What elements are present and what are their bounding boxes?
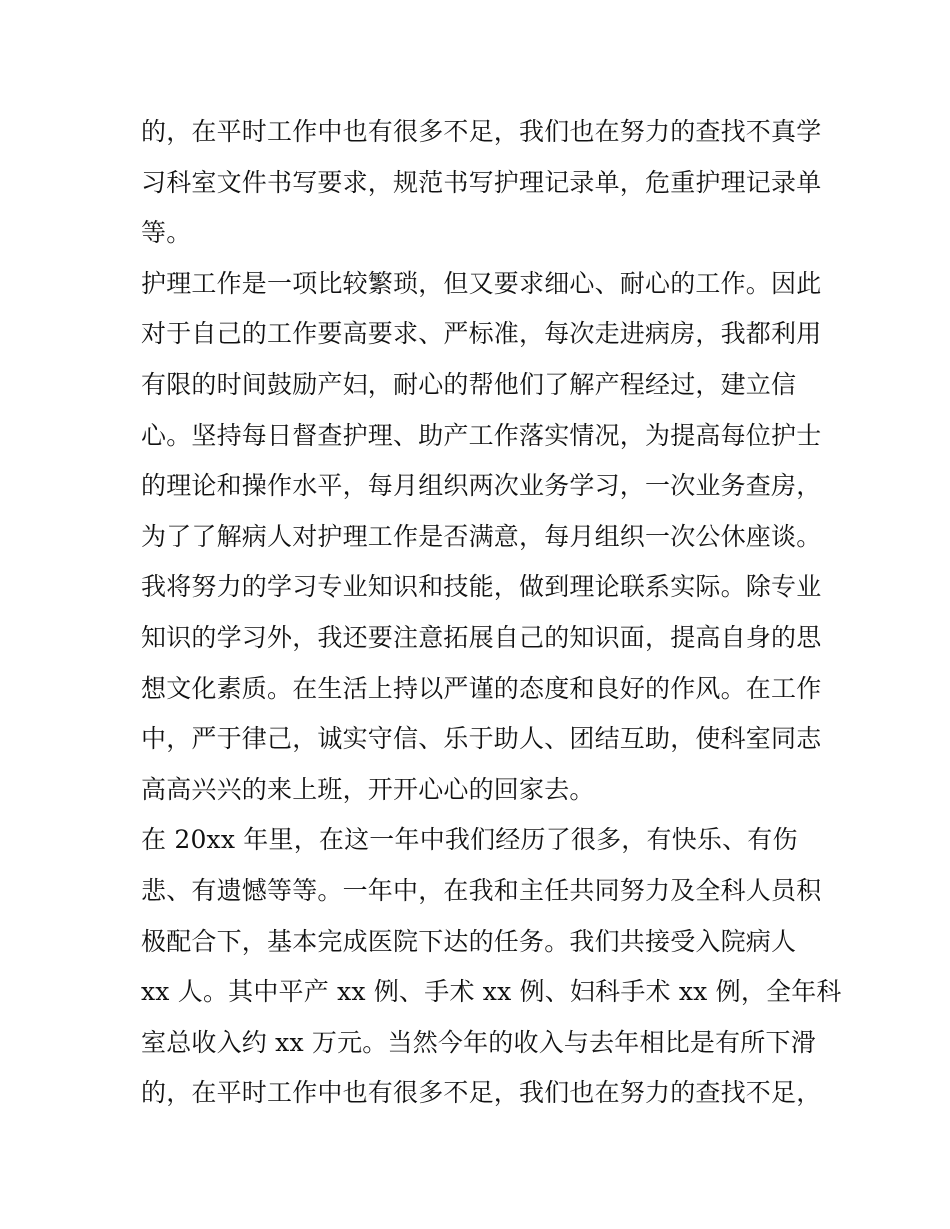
text-line: 有限的时间鼓励产妇，耐心的帮他们了解产程经过，建立信 (141, 369, 797, 399)
text-line: 的，在平时工作中也有很多不足，我们也在努力的查找不足， (141, 1078, 822, 1108)
text-line: 我将努力的学习专业知识和技能，做到理论联系实际。除专业 (141, 572, 822, 602)
text-line: 高高兴兴的来上班，开开心心的回家去。 (141, 774, 595, 804)
text-line: 的，在平时工作中也有很多不足，我们也在努力的查找不真学 (141, 117, 822, 146)
text-line: 为了了解病人对护理工作是否满意，每月组织一次公休座谈。 (141, 521, 822, 551)
text-line: 对于自己的工作要高要求、严标准，每次走进病房，我都利用 (141, 319, 822, 349)
text-line: xx 人。其中平产 xx 例、手术 xx 例、妇科手术 xx 例，全年科 (141, 977, 842, 1007)
document-body (141, 107, 842, 1119)
text-line: 极配合下，基本完成医院下达的任务。我们共接受入院病人 (141, 926, 797, 956)
text-line: 中，严于律己，诚实守信、乐于助人、团结互助，使科室同志 (141, 724, 822, 754)
text-line: 悲、有遗憾等等。一年中，在我和主任共同努力及全科人员积 (141, 875, 822, 905)
text-line: 的理论和操作水平，每月组织两次业务学习，一次业务查房， (141, 471, 822, 501)
text-line: 等。 (141, 218, 192, 248)
text-line: 在 20xx 年里，在这一年中我们经历了很多，有快乐、有伤 (141, 825, 798, 855)
text-line: 心。坚持每日督查护理、助产工作落实情况，为提高每位护士 (141, 420, 822, 450)
text-line: 想文化素质。在生活上持以严谨的态度和良好的作风。在工作 (141, 673, 822, 703)
text-line: 室总收入约 xx 万元。当然今年的收入与去年相比是有所下滑 (141, 1027, 816, 1057)
text-line: 知识的学习外，我还要注意拓展自己的知识面，提高自身的思 (141, 622, 822, 652)
text-line: 习科室文件书写要求，规范书写护理记录单，危重护理记录单 (141, 167, 822, 197)
text-line: 护理工作是一项比较繁琐，但又要求细心、耐心的工作。因此 (141, 268, 822, 298)
